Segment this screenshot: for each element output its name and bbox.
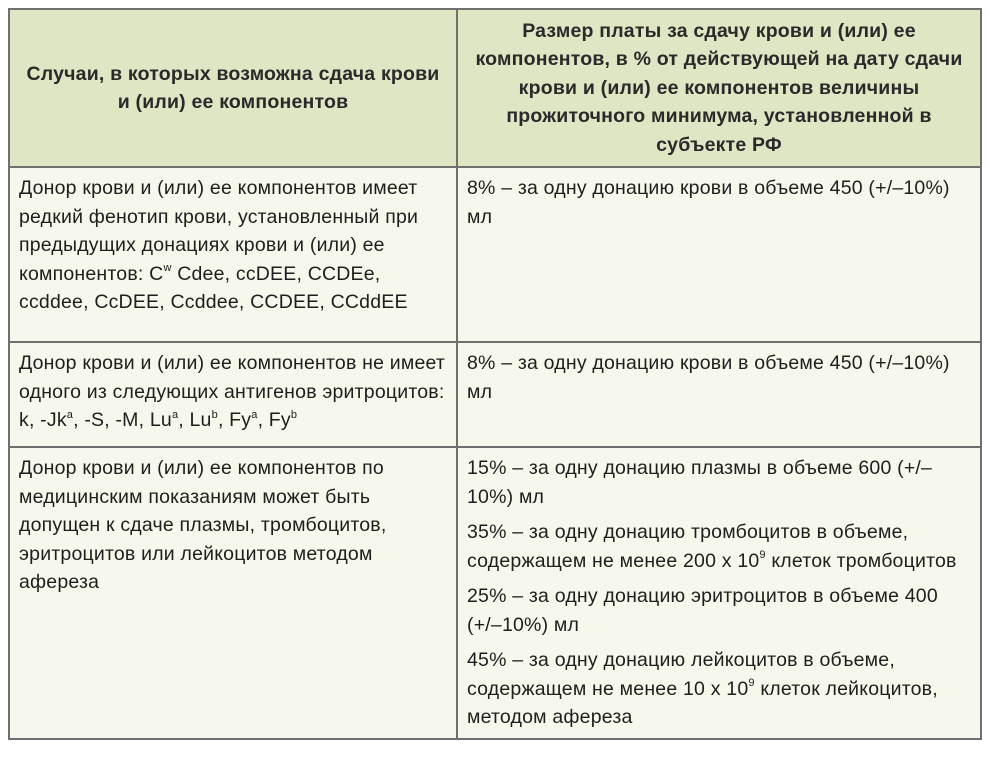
- table-row: [9, 167, 981, 342]
- case-cell: Донор крови и (или) ее компонентов не имеет одного из следующих антигенов эритроцитов: k, -Jk$^a$, -S, -M, Lu$^a$, Lu$^b$, Fy$^a$, Fy$^b$: [9, 342, 457, 447]
- table-row: [9, 447, 981, 739]
- header-payment: Размер платы за сдачу крови и (или) ее компонентов, в % от действующей на дату сдачи крови и (или) ее компонентов величины прожиточного минимума, установленной в субъекте РФ: [457, 9, 981, 167]
- header-row: [9, 9, 981, 167]
- payment-item: 35% – за одну донацию тромбоцитов в объеме, содержащем не менее 200 х $10^9$ клеток тромбоцитов: [467, 521, 957, 572]
- case-cell: Донор крови и (или) ее компонентов имеет редкий фенотип крови, установленный при предыдущих донациях крови и (или) ее компонентов: $С^w$ Cdee, ccDEE, CCDEe, ccddee, CcDEE, Ccddee, CCDEE, CCddEE: [9, 167, 457, 342]
- payment-cell: [457, 447, 981, 739]
- payment-cell: [457, 167, 981, 342]
- case-cell: Донор крови и (или) ее компонентов по медицинским показаниям может быть допущен к сдаче плазмы, тромбоцитов, эритроцитов или лейкоцитов методом афереза: [9, 447, 457, 739]
- table-row: [9, 342, 981, 447]
- payment-item: 8% – за одну донацию крови в объеме 450 (+/–10%) мл: [467, 177, 950, 228]
- payment-item: 45% – за одну донацию лейкоцитов в объеме, содержащем не менее 10 х $10^9$ клеток лейкоцитов, методом афереза: [467, 649, 938, 728]
- payment-cell: [457, 342, 981, 447]
- payment-item: 25% – за одну донацию эритроцитов в объеме 400 (+/–10%) мл: [467, 585, 938, 636]
- payment-item: 8% – за одну донацию крови в объеме 450 (+/–10%) мл: [467, 352, 950, 403]
- header-cases: Случаи, в которых возможна сдача крови и (или) ее компонентов: [9, 9, 457, 167]
- payment-item: 15% – за одну донацию плазмы в объеме 600 (+/–10%) мл: [467, 457, 933, 508]
- payment-table: [8, 8, 982, 740]
